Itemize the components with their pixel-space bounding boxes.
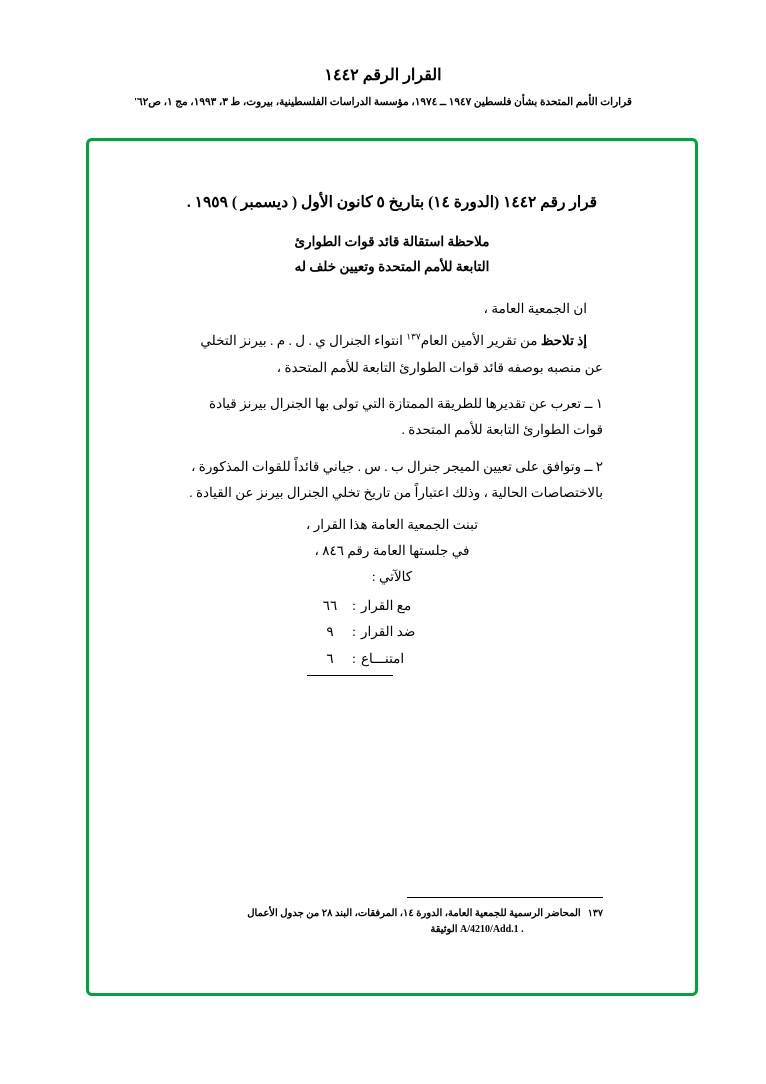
adoption-line-2: في جلستها العامة رقم ٨٤٦ ، [314,542,470,558]
vote-label: امتنـــاع [361,650,405,666]
vote-count: ٩ [326,624,334,640]
footnote-divider [407,897,603,898]
resolution-title: قرار رقم ١٤٤٢ (الدورة ١٤) بتاريخ ٥ كانون الأول ( ديسمبر ) ١٩٥٩ . [186,194,598,211]
vote-label: ضد القرار [361,624,416,640]
resolution-subject [181,230,603,280]
vote-total-rule [307,675,393,676]
footnote-marker: ١٣٧ [406,331,421,342]
source-citation: قرارات الأمم المتحدة بشأن فلسطين ١٩٤٧ ــ ١٩٧٤، مؤسسة الدراسات الفلسطينية، بيروت، ط ٣، ١٩٩٣، مج ١، ص٦٢' [134,96,632,108]
adoption-line-3: كالآتي : [371,568,413,584]
vote-row [181,646,453,672]
vote-tally [181,593,453,676]
vote-row [181,593,453,619]
content-frame [86,138,698,996]
footnote-text [181,905,603,923]
preamble-prefix: إذ تلاحظ [540,333,587,349]
vote-row [181,619,453,645]
document-header [0,66,766,110]
vote-separator: : [352,598,356,614]
vote-count: ٦ [326,650,334,666]
clause-1: ١ ــ تعرب عن تقديرها للطريقة الممتازة التي تولى بها الجنرال بيرنز قيادة قوات الطوارئ التابعة للأمم المتحدة . [209,396,603,438]
preamble-body: من تقرير الأمين العام [420,333,538,349]
resolution-body [181,189,603,676]
footnote-body: المحاضر الرسمية للجمعية العامة، الدورة ١٤، المرفقات، البند ٢٨ من جدول الأعمال [247,908,581,920]
vote-separator: : [352,650,356,666]
preamble-paragraph [181,328,603,381]
resolution-subject-line-1: ملاحظة استقالة قائد قوات الطوارئ [294,234,490,250]
opening-phrase: ان الجمعية العامة ، [483,301,587,317]
vote-label: مع القرار [361,598,412,614]
resolution-subject-line-2: التابعة للأمم المتحدة وتعيين خلف له [294,259,490,275]
vote-count: ٦٦ [322,598,338,614]
adoption-line-1: تبنت الجمعية العامة هذا القرار ، [306,517,478,533]
clause-2: ٢ ــ وتوافق على تعيين الميجر جنرال ب . س . جياني قائداً للقوات المذكورة ، بالاختصاصات الحالية ، وذلك اعتباراً من تاريخ تخلي الجنرال بيرنز عن القيادة . [189,458,603,500]
page-title: القرار الرقم ١٤٤٢ [324,67,442,84]
preamble-rest: انتواء الجنرال ي . ل . م . بيرنز التخلي عن منصبه بوصفه قائد قوات الطوارئ التابعة للأمم المتحدة ، [200,333,603,375]
footnote-number: ١٣٧ [587,909,603,920]
footnote-section [181,897,603,935]
vote-separator: : [352,624,356,640]
footnote-document: الوثيقة A/4210/Add.1 . [430,924,524,935]
